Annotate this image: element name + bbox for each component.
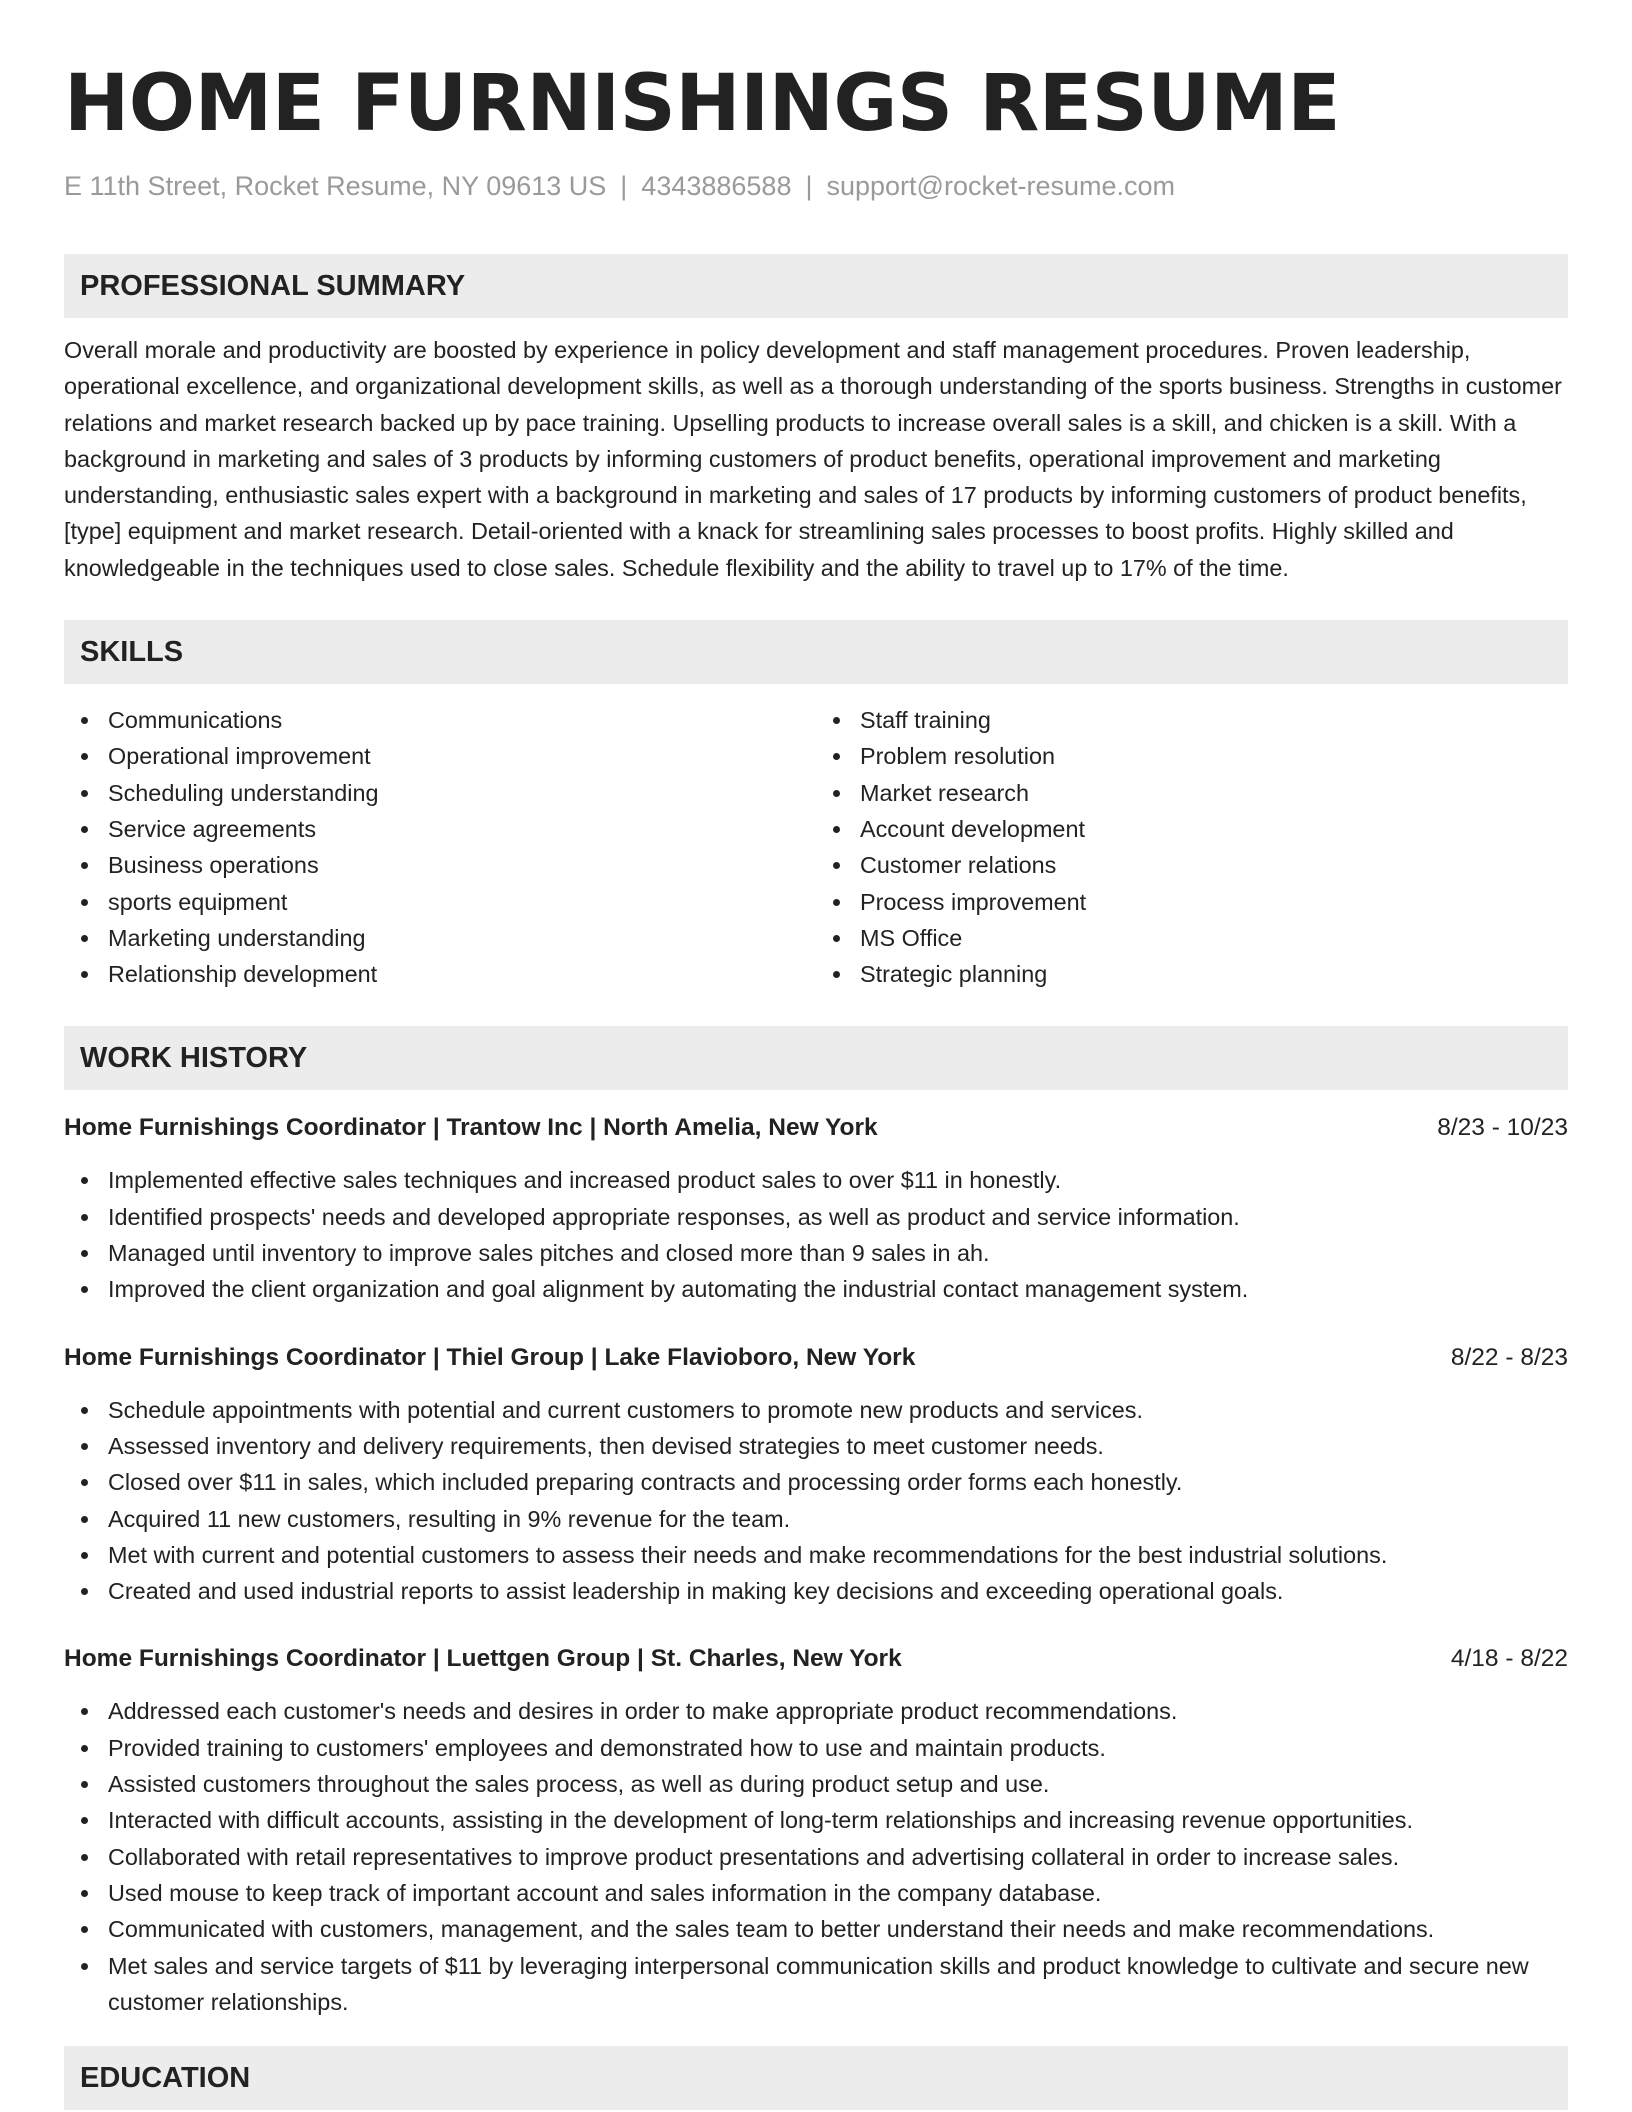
job-header — [64, 1641, 1568, 1677]
job-bullet: Managed until inventory to improve sales pitches and closed more than 9 sales in ah. — [64, 1235, 1568, 1271]
skills-column-left — [64, 702, 816, 992]
job-bullet: Interacted with difficult accounts, assisting in the development of long-term relationships and increasing revenue opportunities. — [64, 1802, 1568, 1838]
skill-item: Account development — [816, 811, 1568, 847]
summary-heading: PROFESSIONAL SUMMARY — [64, 254, 1568, 318]
job-bullet: Communicated with customers, management, and the sales team to better understand their needs and make recommendations. — [64, 1911, 1568, 1947]
contact-separator: | — [620, 171, 628, 201]
job-bullets — [64, 1693, 1568, 2020]
job-entry — [64, 1110, 1568, 1307]
contact-separator: | — [805, 171, 813, 201]
work-history-heading: WORK HISTORY — [64, 1026, 1568, 1090]
job-bullet: Assessed inventory and delivery requirements, then devised strategies to meet customer needs. — [64, 1428, 1568, 1464]
skill-item: Relationship development — [64, 956, 816, 992]
skills-list — [64, 702, 1568, 992]
job-bullet: Provided training to customers' employees and demonstrated how to use and maintain products. — [64, 1730, 1568, 1766]
job-bullet: Acquired 11 new customers, resulting in 9% revenue for the team. — [64, 1501, 1568, 1537]
contact-email: support@rocket-resume.com — [826, 171, 1176, 201]
skill-item: Problem resolution — [816, 738, 1568, 774]
job-header — [64, 1110, 1568, 1146]
skill-item: Strategic planning — [816, 956, 1568, 992]
job-bullet: Created and used industrial reports to assist leadership in making key decisions and exceeding operational goals. — [64, 1573, 1568, 1609]
skill-item: Process improvement — [816, 884, 1568, 920]
skill-item: Marketing understanding — [64, 920, 816, 956]
skill-item: Communications — [64, 702, 816, 738]
resume-title: HOME FURNISHINGS RESUME — [64, 59, 1340, 149]
job-bullet: Closed over $11 in sales, which included preparing contracts and processing order forms each honestly. — [64, 1464, 1568, 1500]
skill-item: MS Office — [816, 920, 1568, 956]
job-bullets — [64, 1162, 1568, 1307]
education-heading: EDUCATION — [64, 2046, 1568, 2110]
job-bullet: Met with current and potential customers to assess their needs and make recommendations for the best industrial solutions. — [64, 1537, 1568, 1573]
job-bullet: Identified prospects' needs and developed appropriate responses, as well as product and service information. — [64, 1199, 1568, 1235]
job-dates: 4/18 - 8/22 — [1450, 1645, 1568, 1673]
job-entry — [64, 1340, 1568, 1610]
job-bullet: Used mouse to keep track of important account and sales information in the company database. — [64, 1875, 1568, 1911]
skills-column-right — [816, 702, 1568, 992]
job-bullet: Schedule appointments with potential and current customers to promote new products and services. — [64, 1392, 1568, 1428]
job-bullet: Implemented effective sales techniques and increased product sales to over $11 in honestly. — [64, 1162, 1568, 1198]
job-bullet: Assisted customers throughout the sales process, as well as during product setup and use. — [64, 1766, 1568, 1802]
skills-heading: SKILLS — [64, 620, 1568, 684]
job-bullet: Collaborated with retail representatives to improve product presentations and advertising collateral in order to increase sales. — [64, 1839, 1568, 1875]
job-dates: 8/23 - 10/23 — [1437, 1114, 1568, 1142]
summary-text: Overall morale and productivity are boosted by experience in policy development and staff management procedures. Proven leadership, operational excellence, and organizational development skills, as well as a thorough understanding of the sports business. Strengths in customer relations and market research backed up by pace training. Upselling products to increase overall sales is a skill, and chicken is a skill. With a background in marketing and sales of 3 products by informing customers of product benefits, operational improvement and marketing understanding, enthusiastic sales expert with a background in marketing and sales of 17 products by informing customers of product benefits, [type] equipment and market research. Detail-oriented with a knack for streamlining sales processes to boost profits. Highly skilled and knowledgeable in the techniques used to close sales. Schedule flexibility and the ability to travel up to 17% of the time. — [64, 337, 1562, 581]
job-entry — [64, 1641, 1568, 2020]
skill-item: Customer relations — [816, 847, 1568, 883]
contact-phone: 4343886588 — [641, 171, 792, 201]
job-dates: 8/22 - 8/23 — [1450, 1343, 1568, 1371]
contact-address: E 11th Street, Rocket Resume, NY 09613 US — [64, 171, 607, 201]
contact-line — [64, 166, 1568, 206]
job-header — [64, 1340, 1568, 1376]
skill-item: Market research — [816, 775, 1568, 811]
skill-item: Business operations — [64, 847, 816, 883]
skill-item: Service agreements — [64, 811, 816, 847]
skill-item: sports equipment — [64, 884, 816, 920]
job-title: Home Furnishings Coordinator | Luettgen Group | St. Charles, New York — [64, 1645, 902, 1673]
job-title: Home Furnishings Coordinator | Trantow Inc | North Amelia, New York — [64, 1114, 878, 1142]
job-bullets — [64, 1392, 1568, 1610]
job-title: Home Furnishings Coordinator | Thiel Group | Lake Flavioboro, New York — [64, 1343, 916, 1371]
job-bullet: Addressed each customer's needs and desires in order to make appropriate product recommendations. — [64, 1693, 1568, 1729]
skill-item: Operational improvement — [64, 738, 816, 774]
skill-item: Staff training — [816, 702, 1568, 738]
job-bullet: Improved the client organization and goal alignment by automating the industrial contact management system. — [64, 1271, 1568, 1307]
job-bullet: Met sales and service targets of $11 by leveraging interpersonal communication skills and product knowledge to cultivate and secure new customer relationships. — [64, 1948, 1568, 2021]
skill-item: Scheduling understanding — [64, 775, 816, 811]
